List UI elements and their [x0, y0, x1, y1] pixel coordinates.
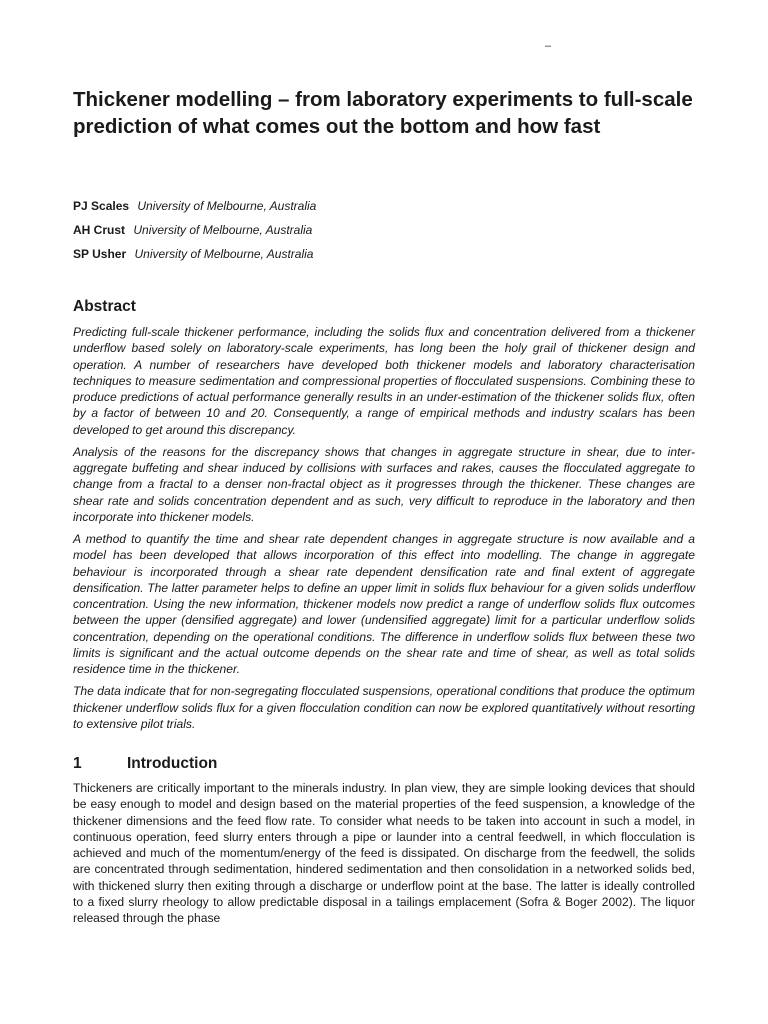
section-number: 1: [73, 755, 82, 772]
author-list: [73, 194, 695, 266]
introduction-body: [73, 780, 695, 926]
author-entry: [73, 218, 695, 242]
section-title: Introduction: [127, 755, 218, 772]
introduction-paragraph: Thickeners are critically important to the minerals industry. In plan view, they are simple looking devices that should be easy enough to model and design based on the material properties of the feed suspension, a knowledge of the thickener dimensions and the feed flow rate. To consider what needs to be taken into account in such a model, in continuous operation, feed slurry enters through a pipe or launder into a central feedwell, in which flocculation is achieved and much of the momentum/energy of the feed is dissipated. On discharge from the feedwell, the solids are concentrated through sedimentation, hindered sedimentation and then consolidation in a networked solids bed, with thickened slurry then exiting through a discharge or underflow point at the base. The latter is ideally controlled to a fixed slurry rheology to allow predictable disposal in a tailings emplacement (Sofra & Boger 2002). The liquor released through the phase: [73, 781, 695, 925]
author-entry: [73, 242, 695, 266]
abstract-heading: Abstract: [73, 298, 136, 315]
author-affiliation: University of Melbourne, Australia: [133, 223, 313, 237]
author-entry: [73, 194, 695, 218]
author-name: AH Crust: [73, 223, 126, 237]
abstract-paragraph: A method to quantify the time and shear rate dependent changes in aggregate structure is now available and a model has been developed that allows incorporation of this effect into modelling. The change in aggregate behaviour is incorporated through a shear rate dependent densification rate and final extent of aggregate densification. The latter parameter helps to define an upper limit in solids flux behaviour for a given solids underflow concentration. Using the new information, thickener models now predict a range of underflow solids flux outcomes between the upper (densified aggregate) and lower (undensified aggregate) limit for a particular underflow solids concentration, depending on the operational conditions. The difference in underflow solids flux between these two limits is significant and the actual outcome depends on the shear rate and time of shear, as well as total solids residence time in the thickener.: [73, 532, 695, 676]
introduction-heading: [73, 755, 695, 773]
author-affiliation: University of Melbourne, Australia: [137, 199, 317, 213]
author-name: SP Usher: [73, 247, 127, 261]
abstract-body: [73, 324, 695, 738]
author-affiliation: University of Melbourne, Australia: [134, 247, 314, 261]
abstract-paragraph: Analysis of the reasons for the discrepancy shows that changes in aggregate structure in shear, due to inter-aggregate buffeting and shear induced by collisions with surfaces and rakes, causes the flocculated aggregate to change from a fractal to a denser non-fractal object as it progresses through the thickener. These changes are shear rate and solids concentration dependent and as such, very difficult to reproduce in the laboratory and then incorporate into thickener models.: [73, 444, 695, 524]
header-mark: –: [545, 40, 552, 52]
abstract-paragraph: The data indicate that for non-segregating flocculated suspensions, operational conditions that produce the optimum thickener underflow solids flux for a given flocculation condition can now be explored quantitatively without resorting to extensive pilot trials.: [73, 684, 695, 731]
abstract-paragraph: Predicting full-scale thickener performance, including the solids flux and concentration delivered from a thickener underflow based solely on laboratory-scale experiments, has long been the holy grail of thickener design and operation. A number of researchers have developed both thickener models and laboratory characterisation techniques to measure sedimentation and compressional properties of flocculated suspensions. Combining these to produce predictions of actual performance generally results in an under-estimation of the thickener solids flux, often by a factor of between 10 and 20. Consequently, a range of empirical methods and industry scalars has been developed to get around this discrepancy.: [73, 325, 695, 437]
author-name: PJ Scales: [73, 199, 130, 213]
paper-title: Thickener modelling – from laboratory experiments to full-scale prediction of what comes out the bottom and how fast: [73, 88, 693, 138]
